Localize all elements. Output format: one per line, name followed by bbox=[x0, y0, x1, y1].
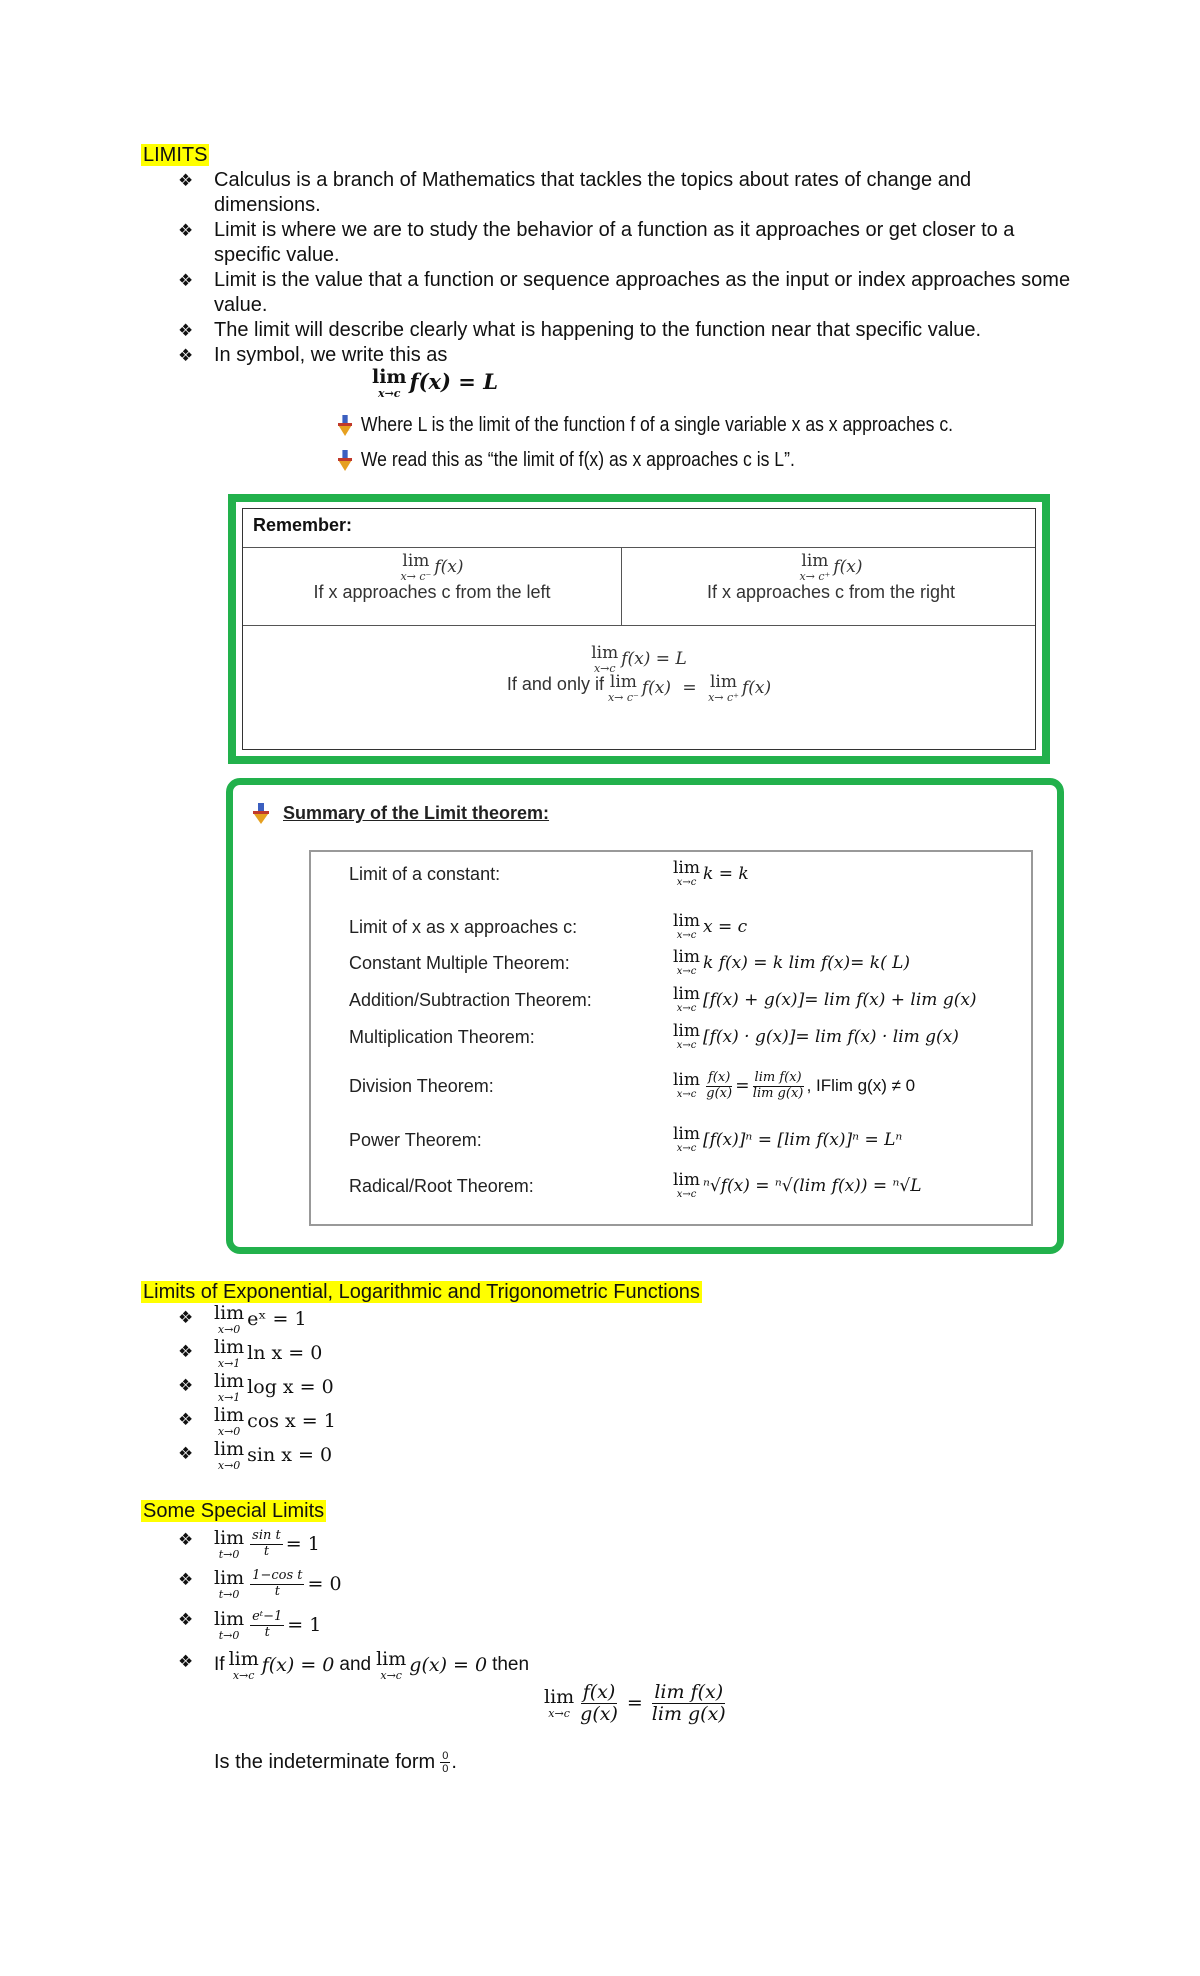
theorem-label: Division Theorem: bbox=[349, 1075, 494, 1096]
theorem-formula: lim x→c [f(x)]ⁿ = [lim f(x)]ⁿ = Lⁿ bbox=[673, 1124, 903, 1154]
theorem-formula: lim x→c $\frac{f(x)}{g(x)}$ = $\frac{\text{lim f(x)}}{\text{lim g(x)}}$ , IFlim g(x) ≠ 0 bbox=[673, 1070, 916, 1101]
bullet-diamond-icon: ❖ bbox=[178, 1570, 194, 1590]
bullet-diamond-icon: ❖ bbox=[178, 1410, 194, 1430]
theorem-formula: lim x→c x = c bbox=[673, 911, 748, 941]
theorem-label: Radical/Root Theorem: bbox=[349, 1175, 534, 1196]
theorem-label: Limit of x as x approaches c: bbox=[349, 916, 578, 937]
theorem-label: Constant Multiple Theorem: bbox=[349, 952, 570, 973]
list-item: ❖ lim x→1 log x = 0 bbox=[178, 1369, 334, 1404]
bullet-diamond-icon: ❖ bbox=[178, 271, 194, 290]
list-item: ❖ lim x→0 sin x = 0 bbox=[178, 1437, 333, 1472]
special-limits-list bbox=[178, 1524, 529, 1684]
bullet-diamond-icon: ❖ bbox=[178, 1530, 194, 1550]
bullet-diamond-icon: ❖ bbox=[178, 346, 194, 365]
bullet-diamond-icon: ❖ bbox=[178, 1610, 194, 1630]
theorem-label: Addition/Subtraction Theorem: bbox=[349, 989, 592, 1010]
left-limit-cell: lim x→ c⁻ f(x) If x approaches c from the left bbox=[313, 551, 551, 602]
theorem-label: Multiplication Theorem: bbox=[349, 1026, 535, 1047]
divider bbox=[243, 547, 1035, 548]
theorem-formula: lim x→c k = k bbox=[673, 858, 749, 888]
theorem-formula: lim x→c [f(x) + g(x)]= lim f(x) + lim g(x) bbox=[673, 984, 977, 1014]
ratio-formula: lim x→c $\frac{f(x)}{g(x)}$ = $\frac{\text{lim f(x)}}{\text{lim g(x)}}$ bbox=[544, 1681, 726, 1725]
list-item: ❖ lim t→0 $\frac{\text{eᵗ−1}}{t}$ = 1 bbox=[178, 1607, 322, 1642]
theorem-formula: lim x→c ⁿ√f(x) = ⁿ√(lim f(x)) = ⁿ√L bbox=[673, 1170, 922, 1200]
limit-symbol: lim x→c f(x) = L bbox=[372, 366, 498, 400]
exp-log-trig-list bbox=[178, 1302, 336, 1472]
summary-title: Summary of the Limit theorem: bbox=[283, 803, 550, 823]
theorem-table bbox=[309, 850, 1033, 1226]
list-item: ❖ In symbol, we write this as bbox=[178, 344, 448, 366]
intro-bullet-list bbox=[178, 168, 1078, 368]
bullet-diamond-icon: ❖ bbox=[178, 1652, 194, 1672]
list-item: ❖ lim x→1 ln x = 0 bbox=[178, 1335, 323, 1370]
list-item: ❖ If lim x→c f(x) = 0 and lim x→c g(x) = 0 then bbox=[178, 1647, 530, 1682]
remember-box bbox=[228, 494, 1050, 764]
divider bbox=[243, 625, 1035, 626]
list-item: ❖ Calculus is a branch of Mathematics that tackles the topics about rates of change and dimensions. bbox=[178, 169, 972, 216]
list-item: ❖ Limit is where we are to study the behavior of a function as it approaches or get closer to a specific value. bbox=[178, 219, 1015, 266]
list-item: ❖ Limit is the value that a function or sequence approaches as the input or index approaches some value. bbox=[178, 269, 1071, 316]
arrow-down-icon bbox=[253, 803, 269, 831]
bullet-diamond-icon: ❖ bbox=[178, 321, 194, 340]
right-limit-cell: lim x→ c⁺ f(x) If x approaches c from the right bbox=[706, 551, 956, 602]
bullet-diamond-icon: ❖ bbox=[178, 221, 194, 240]
arrow-down-icon bbox=[338, 450, 352, 472]
limits-heading: LIMITS bbox=[143, 144, 208, 166]
theorem-formula: lim x→c k f(x) = k lim f(x)= k( L) bbox=[673, 947, 911, 977]
list-item: ❖ lim t→0 $\frac{\text{sin t}}{t}$ = 1 bbox=[178, 1526, 320, 1561]
note-item: Where L is the limit of the function f of a single variable x as x approaches c. bbox=[338, 414, 953, 437]
exp-log-trig-heading: Limits of Exponential, Logarithmic and Trigonometric Functions bbox=[143, 1281, 700, 1303]
bullet-diamond-icon: ❖ bbox=[178, 1444, 194, 1464]
both-sides-cell: lim x→c f(x) = L If and only if lim x→ c⁻ f(x) = lim x→ c⁺ f(x) bbox=[506, 643, 772, 704]
bullet-diamond-icon: ❖ bbox=[178, 1308, 194, 1328]
list-item: ❖ The limit will describe clearly what is happening to the function near that specific value. bbox=[178, 319, 982, 341]
theorem-formula: lim x→c [f(x) · g(x)]= lim f(x) · lim g(x) bbox=[673, 1021, 959, 1051]
bullet-diamond-icon: ❖ bbox=[178, 1376, 194, 1396]
remember-title: Remember: bbox=[253, 515, 353, 535]
bullet-diamond-icon: ❖ bbox=[178, 171, 194, 190]
arrow-down-icon bbox=[338, 415, 352, 437]
list-item: ❖ lim t→0 $\frac{\text{1−cos t}}{t}$ = 0 bbox=[178, 1566, 342, 1601]
theorem-label: Limit of a constant: bbox=[349, 863, 501, 884]
indeterminate-form-line: Is the indeterminate form $\frac{0}{0}$ . bbox=[214, 1750, 457, 1776]
special-limits-heading: Some Special Limits bbox=[143, 1500, 325, 1522]
note-item: We read this as “the limit of f(x) as x approaches c is L”. bbox=[338, 449, 795, 472]
bullet-diamond-icon: ❖ bbox=[178, 1342, 194, 1362]
theorem-label: Power Theorem: bbox=[349, 1129, 482, 1150]
list-item: ❖ lim x→0 eˣ = 1 bbox=[178, 1301, 307, 1336]
list-item: ❖ lim x→0 cos x = 1 bbox=[178, 1403, 336, 1438]
summary-box bbox=[226, 778, 1064, 1254]
